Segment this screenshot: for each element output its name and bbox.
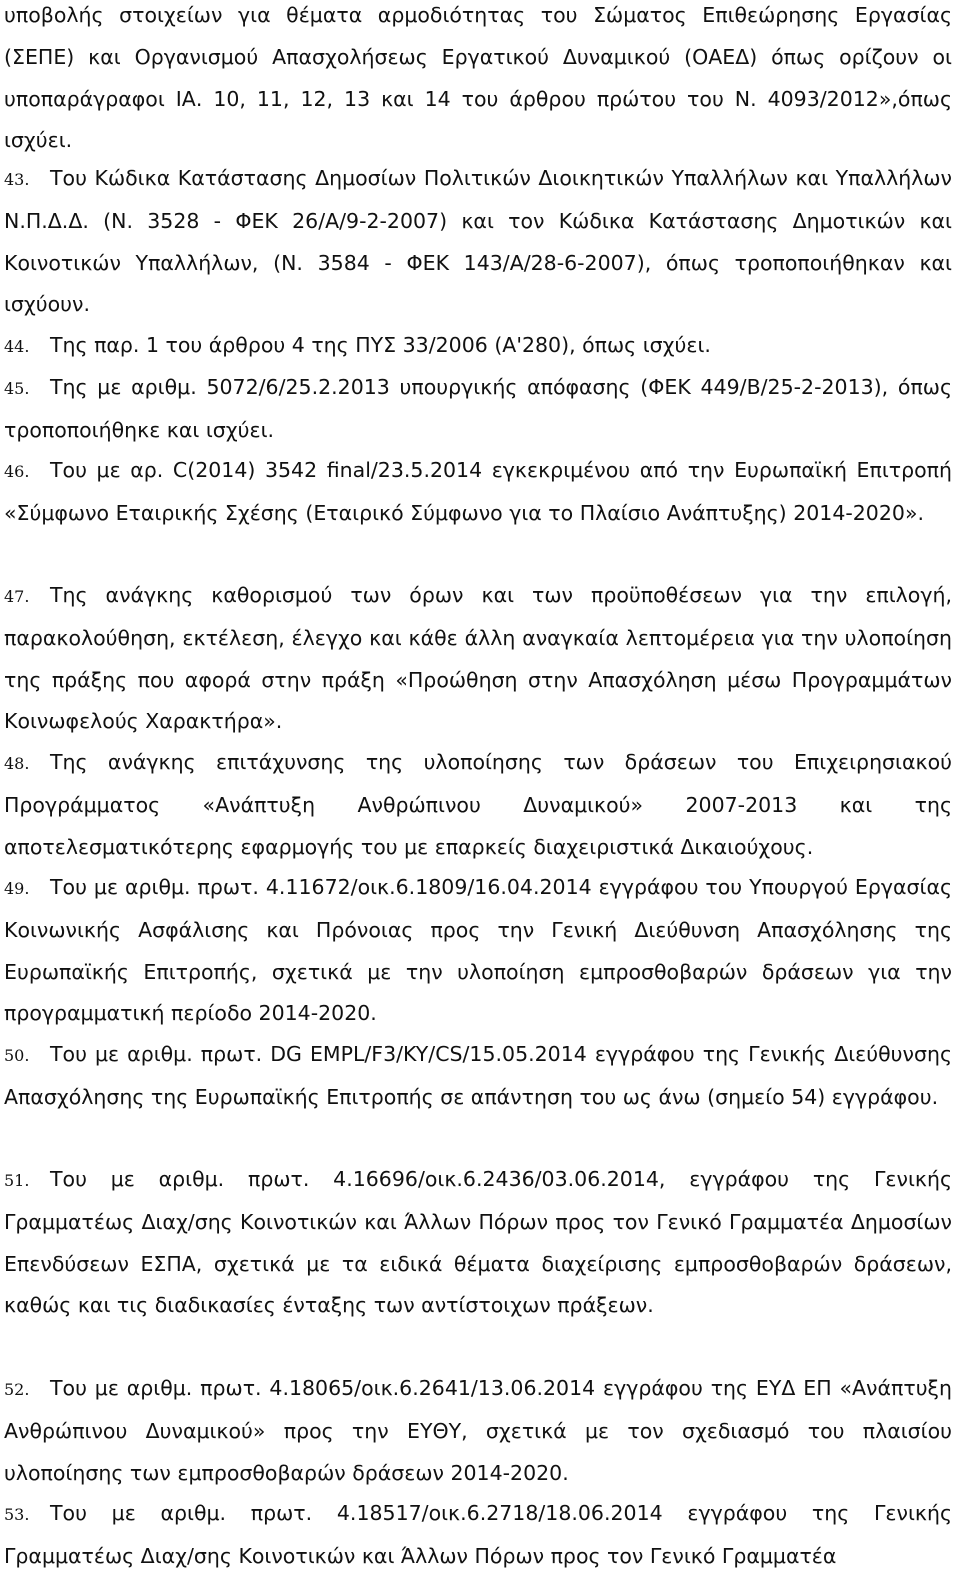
list-item [4, 1034, 952, 1119]
item-number: 49. [4, 879, 30, 898]
item-text: Του με αριθμ. πρωτ. 4.11672/οικ.6.1809/16.04.2014 εγγράφου του Υπουργού Εργασίας Κοινωνικής Ασφάλισης και Πρόνοιας προς την Γενική Διεύθυνση Απασχόλησης της Ευρωπαϊκής Επιτροπής, σχετικά με την υλοποίηση εμπροσθοβαρών δράσεων για την προγραμματική περίοδο 2014-2020. [4, 875, 952, 1026]
item-text: Του με αριθμ. πρωτ. 4.16696/οικ.6.2436/03.06.2014, εγγράφου της Γενικής Γραμματέως Διαχ/σης Κοινοτικών και Άλλων Πόρων προς τον Γενικό Γραμματέα Δημοσίων Επενδύσεων ΕΣΠΑ, σχετικά με τα ειδικά θέματα διαχείρισης εμπροσθοβαρών δράσεων, καθώς και τις διαδικασίες ένταξης των αντίστοιχων πράξεων. [4, 1167, 952, 1318]
item-text: Του Κώδικα Κατάστασης Δημοσίων Πολιτικών Διοικητικών Υπαλλήλων και Υπαλλήλων Ν.Π.Δ.Δ. (Ν. 3528 - ΦΕΚ 26/Α/9-2-2007) και τον Κώδικα Κατάστασης Δημοτικών και Κοινοτικών Υπαλλήλων, (Ν. 3584 - ΦΕΚ 143/Α/28-6-2007), όπως τροποποιήθηκαν και ισχύουν. [4, 166, 952, 317]
list-item [4, 1368, 952, 1494]
item-number: 45. [4, 379, 30, 398]
intro-text: υποβολής στοιχείων για θέματα αρμοδιότητας του Σώματος Επιθεώρησης Εργασίας (ΣΕΠΕ) και Οργανισμού Απασχολήσεως Εργατικού Δυναμικού (ΟΑΕΔ) όπως ορίζουν οι υποπαράγραφοι ΙΑ. 10, 11, 12, 13 και 14 του άρθρου πρώτου του Ν. 4093/2012»,όπως ισχύει. [4, 3, 952, 153]
list-item [4, 575, 952, 743]
list-item [4, 1159, 952, 1327]
list-item [4, 325, 952, 368]
intro-paragraph [4, 0, 952, 162]
item-text: Του με αριθμ. πρωτ. 4.18517/οικ.6.2718/18.06.2014 εγγράφου της Γενικής Γραμματέως Διαχ/σης Κοινοτικών και Άλλων Πόρων προς τον Γενικό Γραμματέα [4, 1501, 952, 1568]
item-number: 50. [4, 1046, 30, 1065]
item-text: Του με αριθμ. πρωτ. DG EMPL/F3/KY/CS/15.05.2014 εγγράφου της Γενικής Διεύθυνσης Απασχόλησης της Ευρωπαϊκής Επιτροπής σε απάντηση του ως άνω (σημείο 54) εγγράφου. [4, 1042, 952, 1109]
list-item [4, 450, 952, 535]
item-text: Του με αρ. C(2014) 3542 final/23.5.2014 εγκεκριμένου από την Ευρωπαϊκή Επιτροπή «Σύμφωνο Εταιρικής Σχέσης (Εταιρικό Σύμφωνο για το Πλαίσιο Ανάπτυξης) 2014-2020». [4, 458, 952, 525]
item-number: 43. [4, 170, 30, 189]
item-text: Της παρ. 1 του άρθρου 4 της ΠΥΣ 33/2006 (Α'280), όπως ισχύει. [50, 333, 711, 357]
list-item [4, 158, 952, 326]
item-text: Του με αριθμ. πρωτ. 4.18065/οικ.6.2641/13.06.2014 εγγράφου της ΕΥΔ ΕΠ «Ανάπτυξη Ανθρώπινου Δυναμικού» προς την ΕΥΘΥ, σχετικά με τον σχεδιασμό του πλαισίου υλοποίησης των εμπροσθοβαρών δράσεων 2014-2020. [4, 1376, 952, 1485]
item-number: 44. [4, 337, 30, 356]
item-number: 52. [4, 1380, 30, 1399]
item-text: Της με αριθμ. 5072/6/25.2.2013 υπουργικής απόφασης (ΦΕΚ 449/Β/25-2-2013), όπως τροποποιήθηκε και ισχύει. [4, 375, 952, 442]
item-number: 47. [4, 587, 30, 606]
item-text: Της ανάγκης καθορισμού των όρων και των προϋποθέσεων για την επιλογή, παρακολούθηση, εκτέλεση, έλεγχο και κάθε άλλη αναγκαία λεπτομέρεια για την υλοποίηση της πράξης που αφορά στην πράξη «Προώθηση στην Απασχόληση μέσω Προγραμμάτων Κοινωφελούς Χαρακτήρα». [4, 583, 952, 734]
item-number: 46. [4, 462, 30, 481]
item-number: 53. [4, 1505, 30, 1524]
list-item [4, 367, 952, 452]
item-number: 51. [4, 1171, 30, 1190]
list-item [4, 1493, 952, 1577]
list-item [4, 742, 952, 868]
item-text: Της ανάγκης επιτάχυνσης της υλοποίησης των δράσεων του Επιχειρησιακού Προγράμματος «Ανάπτυξη Ανθρώπινου Δυναμικού» 2007-2013 και της αποτελεσματικότερης εφαρμογής του με επαρκείς διαχειριστικά Δικαιούχους. [4, 750, 952, 859]
list-item [4, 867, 952, 1035]
item-number: 48. [4, 754, 30, 773]
